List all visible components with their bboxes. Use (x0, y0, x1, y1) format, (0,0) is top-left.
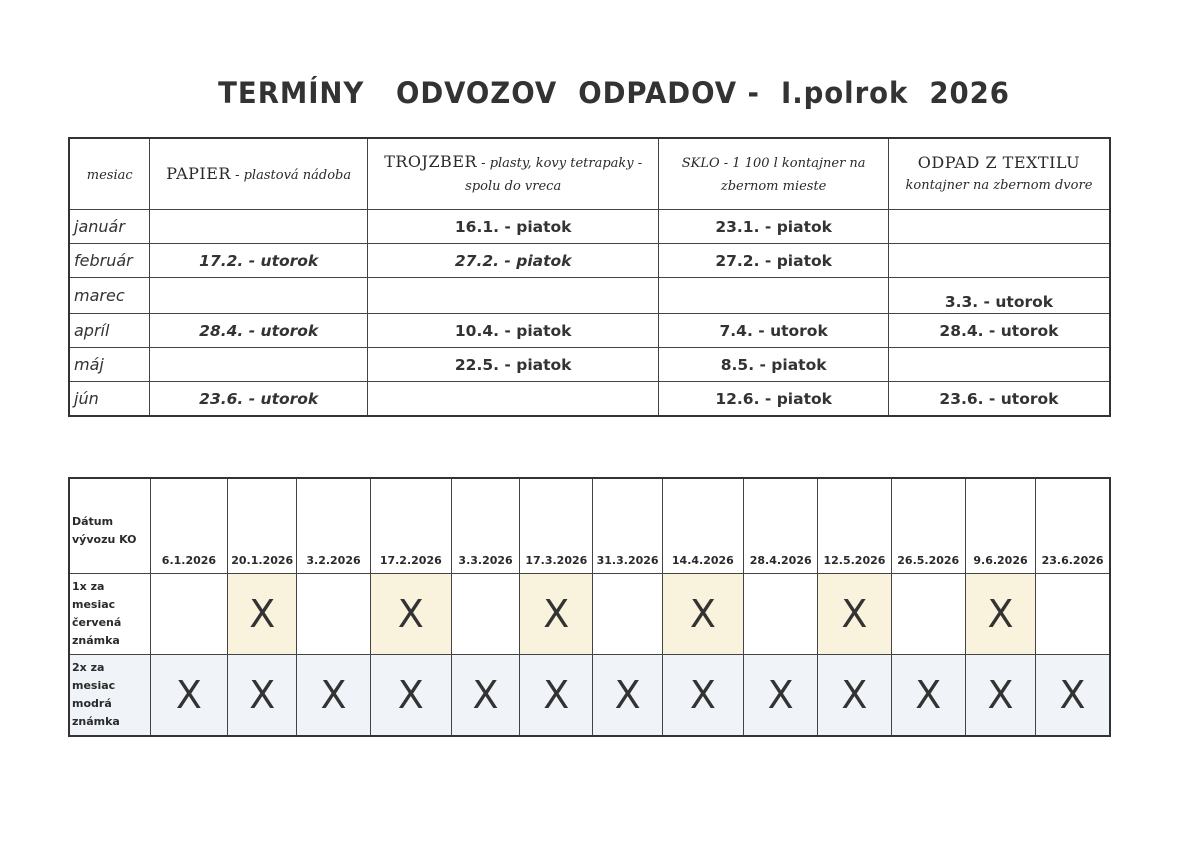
ko-monthly-mark-cell (744, 574, 818, 655)
sklo-cell: 8.5. - piatok (659, 348, 889, 382)
table-row (69, 210, 1110, 244)
ko-biweekly-mark-cell: X (370, 655, 451, 737)
trojzber-cell: 10.4. - piatok (367, 314, 658, 348)
table-row (69, 314, 1110, 348)
textil-cell (888, 348, 1110, 382)
papier-cell: 23.6. - utorok (150, 382, 368, 417)
ko-monthly-mark-cell (1036, 574, 1110, 655)
textil-cell: 23.6. - utorok (888, 382, 1110, 417)
textil-cell: 3.3. - utorok (888, 278, 1110, 314)
ko-monthly-mark-cell: X (228, 574, 297, 655)
sklo-cell (659, 278, 889, 314)
textil-cell: 28.4. - utorok (888, 314, 1110, 348)
textil-header: ODPAD Z TEXTILU kontajner na zbernom dvore (888, 138, 1110, 210)
sklo-cell: 7.4. - utorok (659, 314, 889, 348)
ko-monthly-mark-cell (891, 574, 965, 655)
ko-biweekly-mark-cell: X (593, 655, 662, 737)
textil-cell (888, 210, 1110, 244)
trojzber-cell: 27.2. - piatok (367, 244, 658, 278)
ko-date-cell: 17.2.2026 (370, 478, 451, 574)
ko-date-cell: 31.3.2026 (593, 478, 662, 574)
ko-date-cell: 12.5.2026 (818, 478, 891, 574)
month-cell: jún (69, 382, 150, 417)
papier-header: PAPIER - plastová nádoba (150, 138, 368, 210)
table-row (69, 382, 1110, 417)
ko-pickup-table (68, 477, 1111, 737)
table-row (69, 348, 1110, 382)
ko-monthly-mark-cell: X (520, 574, 593, 655)
trojzber-cell: 22.5. - piatok (367, 348, 658, 382)
blue-sticker-label: 2x za mesiac modrá známka (69, 655, 150, 737)
sklo-cell: 27.2. - piatok (659, 244, 889, 278)
ko-biweekly-mark-cell: X (451, 655, 519, 737)
ko-biweekly-mark-cell: X (520, 655, 593, 737)
ko-monthly-red-row (69, 574, 1110, 655)
ko-biweekly-mark-cell: X (818, 655, 891, 737)
trojzber-cell: 16.1. - piatok (367, 210, 658, 244)
ko-monthly-mark-cell (593, 574, 662, 655)
ko-date-cell: 17.3.2026 (520, 478, 593, 574)
trojzber-cell (367, 278, 658, 314)
ko-monthly-mark-cell: X (818, 574, 891, 655)
pickup-schedule-table (68, 137, 1111, 417)
papier-cell (150, 348, 368, 382)
ko-biweekly-mark-cell: X (297, 655, 370, 737)
ko-biweekly-mark-cell: X (662, 655, 743, 737)
ko-monthly-mark-cell: X (370, 574, 451, 655)
ko-date-cell: 3.3.2026 (451, 478, 519, 574)
ko-biweekly-mark-cell: X (228, 655, 297, 737)
month-cell: apríl (69, 314, 150, 348)
month-header: mesiac (69, 138, 150, 210)
ko-date-cell: 14.4.2026 (662, 478, 743, 574)
sklo-cell: 23.1. - piatok (659, 210, 889, 244)
schedule-header-row (69, 138, 1110, 210)
ko-biweekly-mark-cell: X (150, 655, 227, 737)
ko-biweekly-mark-cell: X (891, 655, 965, 737)
ko-date-cell: 23.6.2026 (1036, 478, 1110, 574)
ko-date-cell: 26.5.2026 (891, 478, 965, 574)
ko-monthly-mark-cell (451, 574, 519, 655)
ko-date-cell: 20.1.2026 (228, 478, 297, 574)
ko-date-label: Dátum vývozu KO (69, 478, 150, 574)
ko-monthly-mark-cell (297, 574, 370, 655)
table-row (69, 278, 1110, 314)
month-cell: január (69, 210, 150, 244)
ko-biweekly-mark-cell: X (744, 655, 818, 737)
textil-cell (888, 244, 1110, 278)
papier-cell: 17.2. - utorok (150, 244, 368, 278)
trojzber-cell (367, 382, 658, 417)
ko-monthly-mark-cell (150, 574, 227, 655)
table-row (69, 244, 1110, 278)
ko-biweekly-mark-cell: X (965, 655, 1035, 737)
month-cell: február (69, 244, 150, 278)
ko-biweekly-blue-row (69, 655, 1110, 737)
month-cell: máj (69, 348, 150, 382)
papier-cell (150, 278, 368, 314)
trojzber-header: TROJZBER - plasty, kovy tetrapaky - spolu do vreca (367, 138, 658, 210)
page-title: TERMÍNY ODVOZOV ODPADOV - I.polrok 2026 (218, 76, 1010, 110)
sklo-header: SKLO - 1 100 l kontajner na zbernom mieste (659, 138, 889, 210)
month-cell: marec (69, 278, 150, 314)
ko-biweekly-mark-cell: X (1036, 655, 1110, 737)
ko-date-cell: 28.4.2026 (744, 478, 818, 574)
ko-monthly-mark-cell: X (965, 574, 1035, 655)
ko-date-cell: 3.2.2026 (297, 478, 370, 574)
sklo-cell: 12.6. - piatok (659, 382, 889, 417)
ko-date-row (69, 478, 1110, 574)
ko-date-cell: 9.6.2026 (965, 478, 1035, 574)
papier-cell: 28.4. - utorok (150, 314, 368, 348)
ko-date-cell: 6.1.2026 (150, 478, 227, 574)
red-sticker-label: 1x za mesiac červená známka (69, 574, 150, 655)
papier-cell (150, 210, 368, 244)
ko-monthly-mark-cell: X (662, 574, 743, 655)
